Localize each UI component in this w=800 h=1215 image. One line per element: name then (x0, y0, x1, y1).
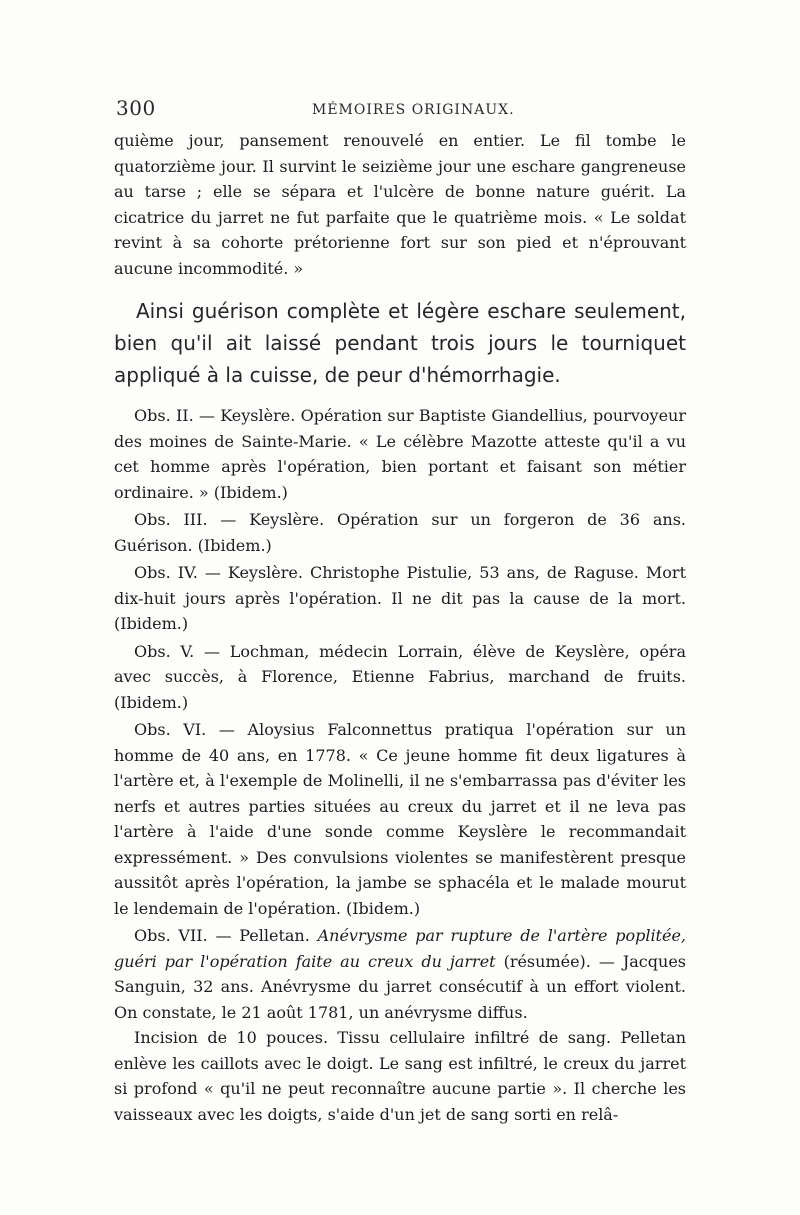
observation-4: Obs. IV. — Keyslère. Christophe Pistulie, 53 ans, de Raguse. Mort dix-huit jours après l'opération. Il ne dit pas la cause de la mort. (Ibidem.) (114, 563, 686, 633)
page-body (114, 128, 686, 1127)
observation-5: Obs. V. — Lochman, médecin Lorrain, élève de Keyslère, opéra avec succès, à Florence, Etienne Fabrius, marchand de fruits. (Ibidem.) (114, 641, 686, 712)
paragraph-conclusion: Ainsi guérison complète et légère eschare seulement, bien qu'il ait laissé pendant trois jours le tourniquet appliqué à la cuisse, de peur d'hémorrhagie. (114, 299, 686, 387)
running-title: MÉMOIRES ORIGINAUX. (312, 102, 515, 118)
running-head (116, 96, 684, 124)
observation-7-rest: (résumée). — Jacques Sanguin, 32 ans. Anévrysme du jarret consécutif à un effort violent. On constate, le 21 août 1781, un anévrysme diffus. (114, 951, 686, 1022)
paragraph-incision: Incision de 10 pouces. Tissu cellulaire infiltré de sang. Pelletan enlève les caillots avec le doigt. Le sang est infiltré, le creux du jarret si profond « qu'il ne peut reconnaître aucune partie ». Il cherche les vaisseaux avec les doigts, s'aide d'un jet de sang sorti en relâ- (114, 1028, 686, 1124)
observation-3: Obs. III. — Keyslère. Opération sur un forgeron de 36 ans. Guérison. (Ibidem.) (114, 510, 686, 555)
observation-7 (114, 923, 686, 1025)
page-number: 300 (116, 96, 156, 120)
observation-6: Obs. VI. — Aloysius Falconnettus pratiqua l'opération sur un homme de 40 ans, en 1778. « Ce jeune homme fit deux ligatures à l'artère et, à l'exemple de Molinelli, il ne s'embarrassa pas d'éviter les nerfs et autres parties situées au creux du jarret et il ne leva pas l'artère à l'aide d'une sonde comme Keyslère le recommandait expressément. » Des convulsions violentes se manifestèrent presque aussitôt après l'opération, la jambe se sphacéla et le malade mourut le lendemain de l'opération. (Ibidem.) (114, 720, 686, 918)
observation-7-title: Anévrysme par rupture de l'artère poplitée, guéri par l'opération faite au creux du jarret (114, 926, 687, 971)
observation-2: Obs. II. — Keyslère. Opération sur Baptiste Giandellius, pourvoyeur des moines de Sainte-Marie. « Le célèbre Mazotte atteste qu'il a vu cet homme après l'opération, bien portant et faisant son métier ordinaire. » (Ibidem.) (114, 406, 686, 502)
paragraph-continued: quième jour, pansement renouvelé en entier. Le fil tombe le quatorzième jour. Il survint le seizième jour une eschare gangreneuse au tarse ; elle se sépara et l'ulcère de bonne nature guérit. La cicatrice du jarret ne fut parfaite que le quatrième mois. « Le soldat revint à sa cohorte prétorienne fort sur son pied et n'éprouvant aucune incommodité. » (114, 131, 686, 278)
observation-7-lead: Obs. VII. — Pelletan. (134, 926, 318, 945)
